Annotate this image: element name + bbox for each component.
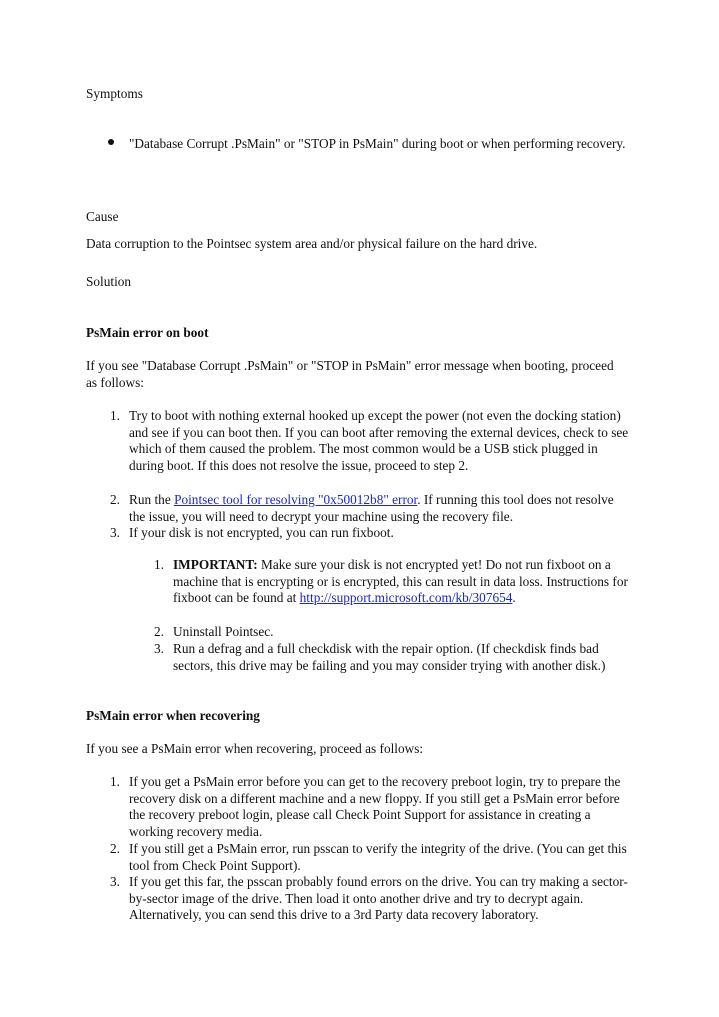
- step-text: If you get a PsMain error before you can get to the recovery preboot login, try to prepare the recovery disk on a different machine and a new floppy. If you still get a PsMain error before the recovery preboot login, please call Check Point Support for assistance in creating a working recovery media.: [129, 774, 621, 839]
- step-text: If you get this far, the psscan probably found errors on the drive. You can try making a sector-by-sector image of the drive. Then load it onto another drive and try to decrypt again. Alternatively, you can send this drive to a 3rd Party data recovery laboratory.: [129, 874, 628, 923]
- cause-heading: Cause: [86, 209, 119, 224]
- step-text: Run a defrag and a full checkdisk with the repair option. (If checkdisk finds bad sectors, this drive may be failing and you may consider trying with another disk.): [173, 641, 606, 673]
- boot-intro: If you see "Database Corrupt .PsMain" or "STOP in PsMain" error message when booting, proceed as follows:: [86, 358, 614, 390]
- microsoft-kb-link[interactable]: http://support.microsoft.com/kb/307654: [299, 590, 513, 606]
- boot-heading: PsMain error on boot: [86, 325, 209, 340]
- step-number: 3.: [110, 874, 120, 889]
- step-text-post: . If running this tool does not resolve the issue, you will need to decrypt your machine using the recovery file.: [129, 492, 614, 524]
- step-number: 3.: [110, 525, 120, 540]
- step-text: [173, 557, 635, 607]
- step-number: 1.: [110, 408, 120, 423]
- step-number: 2.: [110, 841, 120, 856]
- step-number: 2.: [154, 624, 164, 639]
- step-text: If you still get a PsMain error, run psscan to verify the integrity of the drive. (You can get this tool from Check Point Support).: [129, 841, 627, 873]
- important-label: IMPORTANT:: [173, 557, 258, 572]
- bullet-marker: [108, 139, 114, 145]
- cause-text: Data corruption to the Pointsec system area and/or physical failure on the hard drive.: [86, 236, 538, 251]
- symptoms-heading: Symptoms: [86, 86, 143, 101]
- step-number: 3.: [154, 641, 164, 656]
- solution-heading: Solution: [86, 274, 132, 289]
- recover-intro: If you see a PsMain error when recovering, proceed as follows:: [86, 741, 424, 756]
- step-number: 1.: [154, 557, 164, 572]
- step-text: Uninstall Pointsec.: [173, 624, 274, 639]
- pointsec-tool-link[interactable]: Pointsec tool for resolving "0x50012b8" error: [174, 492, 418, 507]
- step-number: 1.: [110, 774, 120, 789]
- step-text-body: Make sure your disk is not encrypted yet! Do not run fixboot on a machine that is encrypting or is encrypted, this can result in data loss. Instructions for fixboot can be found at: [173, 557, 628, 606]
- symptom-item: "Database Corrupt .PsMain" or "STOP in PsMain" during boot or when performing recovery.: [129, 136, 626, 151]
- step-text: Try to boot with nothing external hooked up except the power (not even the docking station) and see if you can boot then. If you can boot after removing the external devices, check to see which of them caused the problem. The most common would be a USB stick plugged in during boot. If this does not resolve the issue, proceed to step 2.: [129, 408, 629, 473]
- step-number: 2.: [110, 492, 120, 507]
- step-text-pre: Run the: [129, 492, 175, 507]
- recover-heading: PsMain error when recovering: [86, 708, 260, 723]
- step-text: [129, 492, 619, 525]
- step-text-post: .: [512, 590, 516, 606]
- step-text: If your disk is not encrypted, you can run fixboot.: [129, 525, 394, 540]
